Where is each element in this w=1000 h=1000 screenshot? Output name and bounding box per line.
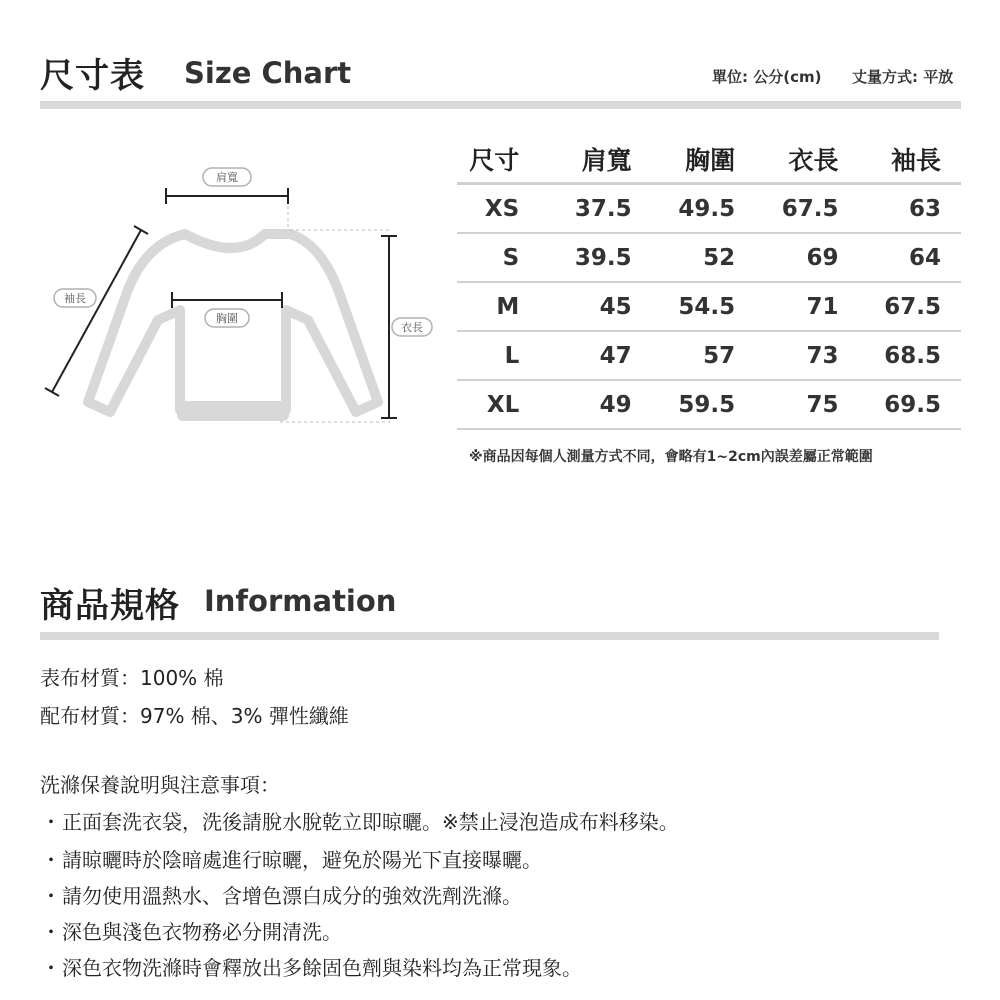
information-title-en: Information (204, 584, 397, 618)
sleeve-label: 袖長 (64, 292, 86, 305)
header-length: 衣長 (735, 135, 838, 184)
measurement-note: ※商品因每個人測量方式不同，會略有1~2cm內誤差屬正常範圍 (469, 449, 873, 465)
header-sleeve: 袖長 (838, 135, 961, 184)
size-cell: M (457, 282, 519, 331)
information-title: 商品規格 (40, 586, 180, 626)
unit-label: 單位: 公分(cm) (712, 68, 822, 86)
chest-measure-line (172, 292, 282, 308)
table-row (457, 282, 961, 331)
size-cell: S (457, 233, 519, 282)
header-chest: 胸圍 (632, 135, 735, 184)
sleeve-cell: 64 (838, 233, 961, 282)
sleeve-cell: 67.5 (838, 282, 961, 331)
care-item-text: 深色與淺色衣物務必分開清洗。 (62, 920, 342, 944)
length-cell: 73 (735, 331, 838, 380)
bullet-icon: ・ (41, 884, 61, 908)
shoulder-cell: 47 (519, 331, 631, 380)
size-chart-title: 尺寸表 (40, 56, 145, 96)
size-cell: L (457, 331, 519, 380)
table-row (457, 331, 961, 380)
length-cell: 75 (735, 380, 838, 429)
care-item-text: 請晾曬時於陰暗處進行晾曬，避免於陽光下直接曝曬。 (62, 848, 542, 872)
shoulder-cell: 45 (519, 282, 631, 331)
table-row (457, 380, 961, 429)
care-item-text: 請勿使用溫熱水、含增色漂白成分的強效洗劑洗滌。 (62, 884, 522, 908)
size-table (457, 135, 961, 430)
information-divider (40, 632, 939, 640)
list-item (40, 806, 679, 835)
length-cell: 71 (735, 282, 838, 331)
shoulder-cell: 37.5 (519, 184, 631, 234)
sweatshirt-diagram (40, 160, 450, 440)
sleeve-cell: 63 (838, 184, 961, 234)
list-item (40, 880, 522, 909)
header-shoulder: 肩寬 (519, 135, 631, 184)
chest-cell: 59.5 (632, 380, 735, 429)
outer-fabric-material: 表布材質：100% 棉 (40, 666, 224, 690)
bullet-icon: ・ (41, 920, 61, 944)
length-label: 衣長 (401, 321, 423, 334)
bullet-icon: ・ (41, 956, 61, 980)
chest-cell: 54.5 (632, 282, 735, 331)
length-cell: 69 (735, 233, 838, 282)
length-cell: 67.5 (735, 184, 838, 234)
chest-label: 胸圍 (216, 312, 238, 325)
trim-fabric-material: 配布材質：97% 棉、3% 彈性纖維 (40, 704, 349, 728)
shoulder-cell: 49 (519, 380, 631, 429)
chest-cell: 49.5 (632, 184, 735, 234)
shoulder-measure-line (166, 188, 288, 204)
bullet-icon: ・ (41, 848, 61, 872)
measure-method-label: 丈量方式: 平放 (852, 68, 954, 86)
care-item-text: 正面套洗衣袋，洗後請脫水脫乾立即晾曬。※禁止浸泡造成布料移染。 (62, 810, 679, 834)
care-instructions-title: 洗滌保養說明與注意事項： (40, 773, 280, 797)
shoulder-label: 肩寬 (216, 171, 238, 184)
table-row (457, 184, 961, 234)
sleeve-cell: 68.5 (838, 331, 961, 380)
list-item (40, 844, 542, 873)
chest-cell: 52 (632, 233, 735, 282)
size-table-header (457, 135, 961, 184)
care-item-text: 深色衣物洗滌時會釋放出多餘固色劑與染料均為正常現象。 (62, 956, 582, 980)
table-row (457, 233, 961, 282)
size-cell: XL (457, 380, 519, 429)
chest-cell: 57 (632, 331, 735, 380)
size-cell: XS (457, 184, 519, 234)
size-chart-title-en: Size Chart (184, 56, 352, 90)
sleeve-cell: 69.5 (838, 380, 961, 429)
header-size: 尺寸 (457, 135, 519, 184)
bullet-icon: ・ (41, 810, 61, 834)
list-item (40, 916, 342, 945)
list-item (40, 952, 582, 981)
size-chart-divider (40, 101, 961, 109)
shoulder-cell: 39.5 (519, 233, 631, 282)
